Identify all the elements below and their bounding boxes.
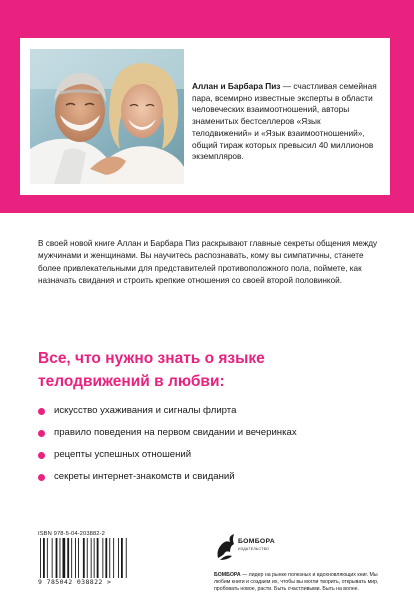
publisher-note [214, 572, 394, 593]
book-description: В своей новой книге Аллан и Барбара Пиз раскрывают главные секреты общения между мужчинами и женщинами. Вы научитесь распознавать, кому вы симпатичны, станете более привлекательными для представителей противоположного пола, поймете, как назначать свидания и строить крепкие отношения со своей второй половинкой. [38, 239, 378, 285]
barcode-bar [60, 538, 61, 578]
barcode-bar [71, 538, 72, 578]
barcode-block [38, 531, 130, 586]
barcode-bar [121, 538, 123, 578]
bullet-dot-icon [38, 408, 45, 415]
barcode-bar [43, 538, 45, 578]
list-item-text: рецепты успешных отношений [54, 449, 192, 460]
author-card [20, 38, 390, 195]
list-item [38, 470, 378, 492]
barcode-bar [87, 538, 88, 578]
barcode-bar [97, 538, 99, 578]
barcode-bar [56, 538, 58, 578]
publisher-note-name: БОМБОРА [214, 572, 241, 578]
barcode-bar [102, 538, 103, 578]
list-item-text: секреты интернет-знакомств и свиданий [54, 471, 235, 482]
barcode-bar [118, 538, 119, 578]
list-item-text: правило поведения на первом свидании и вечеринках [54, 427, 297, 438]
bullet-dot-icon [38, 474, 45, 481]
list-item [38, 404, 378, 426]
barcode-bar [63, 538, 66, 578]
barcode-bar [109, 538, 110, 578]
author-bio-text: — счастливая семейная пара, всемирно известные эксперты в области человеческих взаимоотношений, авторы знаменитых бестселлеров «Язык телодвижений» и «Язык взаимоотношений», общий тираж которых превысил 40 миллионов экземпляров. [192, 81, 377, 162]
barcode-bar [78, 538, 79, 578]
isbn-number: ISBN 978-5-04-203882-2 [38, 531, 105, 537]
barcode-bar [113, 538, 114, 578]
list-item [38, 448, 378, 470]
barcode-bar [91, 538, 92, 578]
author-photo [30, 49, 184, 184]
barcode-bars [38, 538, 130, 578]
bullet-dot-icon [38, 430, 45, 437]
publisher-subtitle: ИЗДАТЕЛЬСТВО [238, 547, 270, 551]
publisher-name: БОМБОРА [238, 538, 275, 545]
barcode-bar [52, 538, 53, 578]
barcode-bar [83, 538, 85, 578]
publisher-note-text: — лидер на рынке полезных и вдохновляющих книг. Мы любим книги и создаем их, чтобы вы могли творить, открывать мир, пробовать новое, расти. Быть счастливыми. Быть на волне. [214, 572, 379, 592]
barcode-bar [94, 538, 95, 578]
author-names: Аллан и Барбара Пиз [192, 81, 281, 91]
author-bio [192, 81, 382, 163]
barcode-bar [40, 538, 41, 578]
barcode-bar [126, 538, 127, 578]
section-headline: Все, что нужно знать о языке телодвижений в любви: [38, 350, 265, 390]
barcode-digits: 9 785042 038822 > [38, 578, 112, 586]
barcode-bar [105, 538, 107, 578]
barcode-bar [47, 538, 48, 578]
bullet-dot-icon [38, 452, 45, 459]
benefits-list [38, 404, 378, 492]
list-item-text: искусство ухаживания и сигналы флирта [54, 405, 237, 416]
barcode-bar [67, 538, 69, 578]
list-item [38, 426, 378, 448]
barcode-bar [75, 538, 76, 578]
